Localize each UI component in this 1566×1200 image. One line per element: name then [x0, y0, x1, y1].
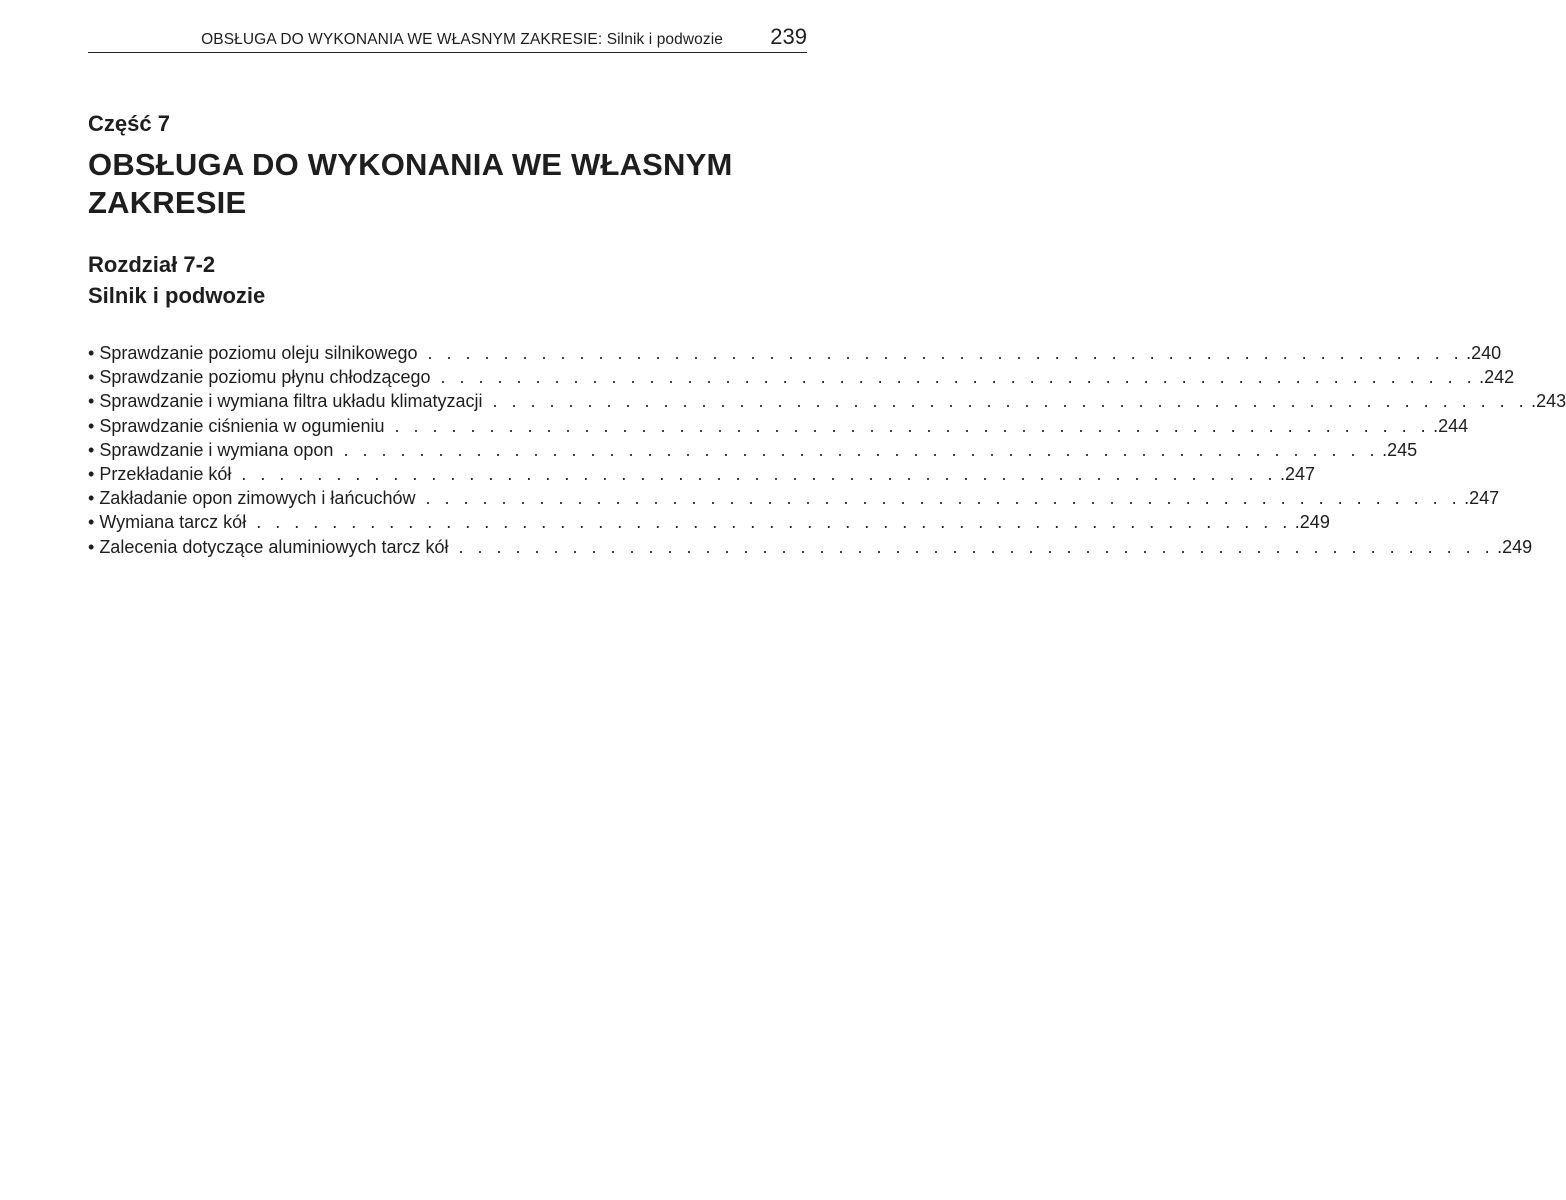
toc-item-page: .247 — [1464, 488, 1500, 509]
toc-item — [88, 536, 1533, 561]
toc-item — [88, 439, 1418, 464]
part-label: Część 7 — [88, 111, 170, 136]
chapter-number: Rozdział 7-2 — [88, 252, 216, 277]
toc-leader-dots: . . . . . . . . . . . . . . . . . . . . . . . . . . . . . . . . . . . . . . . . . . . . . . . . . . . . . . . — [492, 391, 1529, 412]
toc-item-title: Sprawdzanie poziomu oleju silnikowego — [99, 343, 418, 363]
bullet-icon: • — [88, 512, 95, 533]
toc-item — [88, 512, 1330, 536]
toc-item-title: Sprawdzanie poziomu płynu chłodzącego — [99, 367, 431, 388]
bullet-icon: • — [88, 488, 95, 509]
toc-item-title: Zakładanie opon zimowych i łańcuchów — [99, 488, 416, 509]
bullet-icon: • — [88, 391, 95, 412]
bullet-icon: • — [88, 536, 95, 557]
toc-item-title: Sprawdzanie i wymiana filtra układu klimatyzacji — [99, 391, 483, 412]
toc-item — [88, 367, 1515, 391]
bullet-icon: • — [88, 463, 95, 484]
toc-item-page: .243 — [1531, 391, 1566, 412]
toc-item — [88, 391, 1566, 415]
toc-leader-dots: . . . . . . . . . . . . . . . . . . . . . . . . . . . . . . . . . . . . . . . . . . . . . . . . . . . . . . . — [343, 439, 1380, 460]
toc-item — [88, 343, 1502, 367]
toc-leader-dots: . . . . . . . . . . . . . . . . . . . . . . . . . . . . . . . . . . . . . . . . . . . . . . . . . . . . . . . — [425, 488, 1462, 509]
toc-leader-dots: . . . . . . . . . . . . . . . . . . . . . . . . . . . . . . . . . . . . . . . . . . . . . . . . . . . . . . . — [241, 463, 1277, 484]
toc-item-page: .249 — [1294, 512, 1330, 533]
part-title: OBSŁUGA DO WYKONANIA WE WŁASNYM ZAKRESIE — [88, 147, 733, 220]
toc-item-title: Przekładanie kół — [99, 463, 232, 484]
page-number: 239 — [770, 24, 807, 49]
table-of-contents — [88, 343, 1566, 561]
toc-item-page: .245 — [1382, 439, 1418, 460]
bullet-icon: • — [88, 343, 95, 363]
toc-item-title: Wymiana tarcz kół — [99, 512, 247, 533]
running-title-main: OBSŁUGA DO WYKONANIA WE WŁASNYM ZAKRESIE: — [201, 31, 603, 48]
toc-item-page: .240 — [1466, 343, 1502, 363]
toc-item-page: .242 — [1479, 367, 1515, 388]
chapter-title: Silnik i podwozie — [88, 283, 266, 308]
toc-item — [88, 415, 1469, 440]
toc-leader-dots: . . . . . . . . . . . . . . . . . . . . . . . . . . . . . . . . . . . . . . . . . . . . . . . . . . . . . . . — [394, 415, 1431, 436]
running-title-sub: Silnik i podwozie — [606, 31, 723, 48]
running-title — [201, 31, 723, 49]
toc-item-page: .249 — [1497, 536, 1533, 557]
toc-leader-dots: . . . . . . . . . . . . . . . . . . . . . . . . . . . . . . . . . . . . . . . . . . . . . . . . . . . . . . . — [256, 512, 1292, 533]
bullet-icon: • — [88, 439, 95, 460]
toc-item — [88, 488, 1500, 512]
toc-item-page: .247 — [1280, 463, 1316, 484]
toc-leader-dots: . . . . . . . . . . . . . . . . . . . . . . . . . . . . . . . . . . . . . . . . . . . . . . . . . . . . . . . — [458, 536, 1495, 557]
toc-item-title: Sprawdzanie i wymiana opon — [99, 439, 334, 460]
toc-item-title: Zalecenia dotyczące aluminiowych tarcz kół — [99, 536, 449, 557]
bullet-icon: • — [88, 367, 95, 388]
running-header — [88, 26, 807, 53]
toc-leader-dots: . . . . . . . . . . . . . . . . . . . . . . . . . . . . . . . . . . . . . . . . . . . . . . . . . . . . . . . — [427, 343, 1464, 363]
bullet-icon: • — [88, 415, 95, 436]
toc-leader-dots: . . . . . . . . . . . . . . . . . . . . . . . . . . . . . . . . . . . . . . . . . . . . . . . . . . . . . . . — [440, 367, 1477, 388]
toc-item-title: Sprawdzanie ciśnienia w ogumieniu — [99, 415, 385, 436]
toc-item-page: .244 — [1433, 415, 1469, 436]
toc-item — [88, 463, 1316, 488]
